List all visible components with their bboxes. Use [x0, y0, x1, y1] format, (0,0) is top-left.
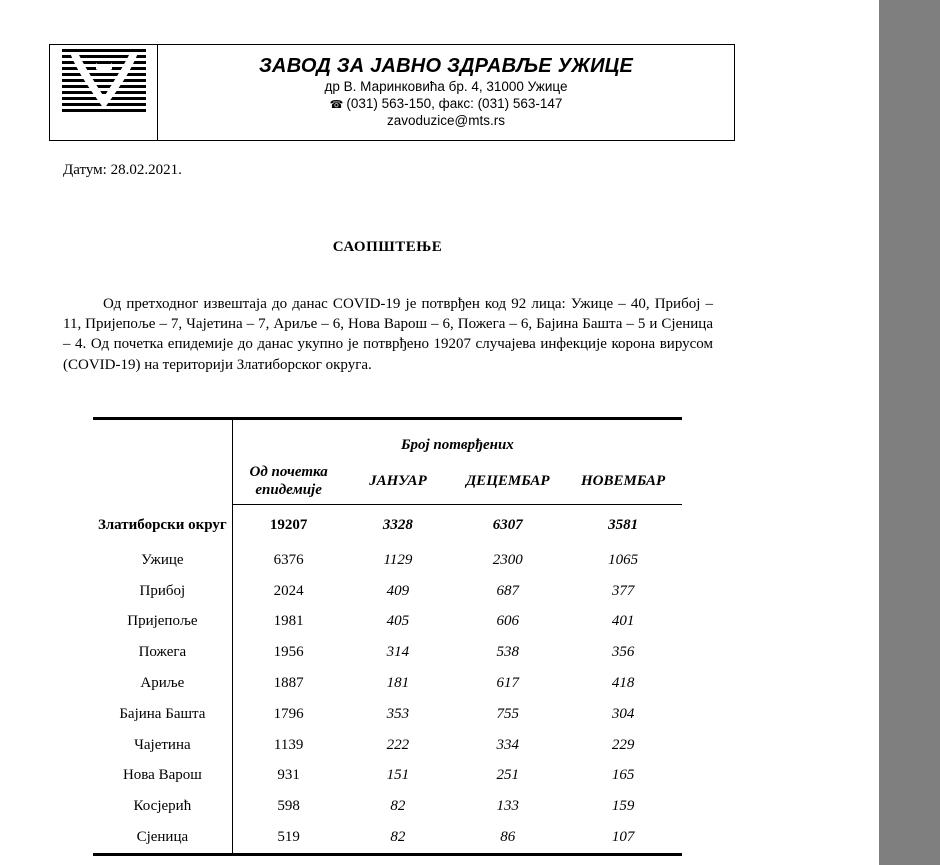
dec-cell: 334 — [496, 736, 519, 753]
nov-cell: 304 — [611, 705, 635, 722]
dec-cell: 86 — [451, 822, 564, 854]
dec-cell: 606 — [496, 613, 519, 630]
col-header-jan: ЈАНУАР — [345, 458, 452, 505]
nov-cell: 229 — [611, 736, 635, 753]
total-cell: 1796 — [232, 699, 344, 730]
region-cell: Ужице — [141, 551, 184, 568]
total-cell: 1887 — [232, 668, 344, 699]
total-cell: 6376 — [232, 545, 344, 576]
dec-cell: 133 — [496, 798, 519, 815]
nov-cell: 1065 — [608, 551, 639, 568]
region-cell: Пожега — [138, 644, 187, 661]
group-header: Број потврђених — [232, 419, 682, 459]
total-cell: 1139 — [232, 730, 344, 761]
region-cell: Ариље — [140, 675, 185, 692]
col-header-nov: НОВЕМБАР — [564, 458, 682, 505]
nov-cell: 356 — [611, 644, 635, 661]
nov-cell: 418 — [611, 675, 635, 692]
jan-cell: 353 — [386, 705, 410, 722]
jan-cell: 82 — [345, 822, 452, 854]
institute-logo — [60, 49, 148, 115]
dec-cell: 687 — [496, 582, 519, 599]
viewer-background — [879, 0, 940, 865]
document-title: САОПШТЕЊЕ — [332, 239, 443, 255]
region-header-cell — [93, 419, 232, 505]
phone-icon: ☎ — [329, 98, 344, 111]
total-cell: 19207 — [232, 505, 344, 546]
total-cell: 519 — [232, 822, 344, 854]
dec-cell: 6307 — [492, 516, 523, 533]
dec-cell: 251 — [496, 767, 519, 784]
dec-cell: 755 — [496, 705, 519, 722]
nov-cell: 165 — [611, 767, 635, 784]
col-header-total: Од почетка епидемије — [232, 458, 344, 505]
jan-cell: 222 — [386, 736, 410, 753]
nov-cell: 3581 — [608, 516, 639, 533]
total-cell: 1981 — [232, 607, 344, 638]
org-name: ЗАВОД ЗА ЈАВНО ЗДРАВЉЕ УЖИЦЕ — [259, 55, 633, 77]
region-cell: Златиборски округ — [98, 516, 227, 533]
org-address: др В. Маринковића бр. 4, 31000 Ужице — [324, 79, 568, 94]
table-row — [93, 699, 682, 730]
region-cell: Нова Варош — [122, 767, 202, 784]
table-row — [93, 576, 682, 607]
jan-cell: 409 — [386, 582, 410, 599]
jan-cell: 1129 — [383, 551, 413, 568]
nov-cell: 159 — [611, 798, 635, 815]
region-cell: Пријепоље — [127, 613, 198, 630]
org-phone-fax: (031) 563-150, факс: (031) 563-147 — [346, 95, 563, 111]
table-row — [93, 637, 682, 668]
org-contact — [158, 96, 734, 114]
nov-cell: 401 — [611, 613, 635, 630]
org-info — [158, 45, 734, 140]
table-row — [93, 761, 682, 792]
announcement-paragraph: Од претходног извештаја до данас COVID-19 је потврђен код 92 лица: Ужице – 40, Прибој – 11, Пријепоље – 7, Чајетина – 7, Ариље – 6, Нова Варош – 6, Пожега – 6, Бајина Башта – 5 и Сјеница – 4. Од почетка епидемије до данас укупно је потврђено 19207 случајева инфекције корона вирусом (COVID-19) на територији Златиборског округа. — [63, 296, 713, 373]
dec-cell: 538 — [496, 644, 519, 661]
total-cell: 598 — [232, 791, 344, 822]
document-date: Датум: 28.02.2021. — [63, 162, 182, 178]
region-cell: Бајина Башта — [119, 705, 206, 722]
org-email: zavoduzice@mts.rs — [387, 113, 505, 128]
cases-table — [93, 417, 682, 856]
dec-cell: 2300 — [492, 551, 523, 568]
region-cell: Сјеница — [93, 822, 232, 854]
total-cell: 2024 — [232, 576, 344, 607]
letterhead — [49, 44, 735, 141]
table-row — [93, 730, 682, 761]
jan-cell: 181 — [386, 675, 410, 692]
table-row — [93, 545, 682, 576]
logo-cell — [50, 45, 158, 140]
jan-cell: 405 — [386, 613, 410, 630]
dec-cell: 617 — [496, 675, 519, 692]
jan-cell: 151 — [386, 767, 410, 784]
total-cell: 1956 — [232, 637, 344, 668]
region-cell: Чајетина — [134, 736, 191, 753]
jan-cell: 3328 — [382, 516, 413, 533]
jan-cell: 314 — [386, 644, 410, 661]
table-row — [93, 607, 682, 638]
table-row-total — [93, 505, 682, 546]
col-header-dec: ДЕЦЕМБАР — [451, 458, 564, 505]
jan-cell: 82 — [390, 798, 406, 815]
region-cell: Косјерић — [133, 798, 192, 815]
region-cell: Прибој — [139, 582, 186, 599]
table-row — [93, 791, 682, 822]
table-row — [93, 822, 682, 854]
total-cell: 931 — [232, 761, 344, 792]
nov-cell: 377 — [611, 582, 635, 599]
nov-cell: 107 — [564, 822, 682, 854]
table-row — [93, 668, 682, 699]
